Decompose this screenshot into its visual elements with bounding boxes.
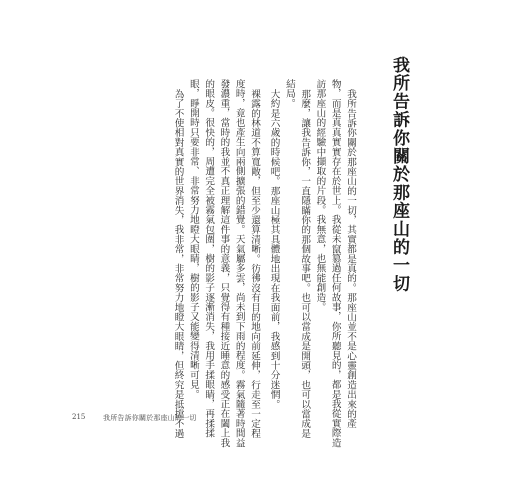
body-text <box>167 79 356 448</box>
text-line: 眼，睜開時只要非常、非常努力地瞪大眼睛，樹的影子又能變得清晰可見。 <box>187 79 199 400</box>
text-line: 度時，竟也產生向兩側擴張的錯覺。天氣屬多雲，尚未到下雨的程度。霧氣隨著時間益 <box>233 79 245 448</box>
page-number: 215 <box>72 413 86 421</box>
text-line: 為了不使相對真實的世界消失，我非常，非常努力地瞪大眼睛，但終究是抵擋不過 <box>172 88 184 438</box>
text-line: 發濃重，當時的我並不真正理解這件事的意義，只覺得有種接近睡意的感受正在闔上我 <box>218 79 230 448</box>
chapter-title: 我所告訴你關於那座山的一切 <box>389 56 409 293</box>
text-line: 大約是六歲的時候吧。那座山極其具體地出現在我面前，我感到十分迷惘。 <box>268 88 280 409</box>
text-line: 我所告訴你關於那座山的一切，其實都是真的。那座山並不是心靈創造出來的產 <box>345 88 356 429</box>
text-line: 物，而是真真實實存在於世上。我從未竄篡過任何故事，你所聽見的，都是我從實際造 <box>329 79 341 448</box>
text-line: 裸露的林道不算寬敞，但至少還算清晰。彷彿沒有目的地向前延伸，行走至一定程 <box>249 88 260 438</box>
text-line: 那麼，讓我告訴你，一直隱瞞你的那個故事吧。也可以當成是開頭，也可以當成是 <box>299 88 311 438</box>
text-line: 訪那座山的經驗中擷取的片段。我無意，也無能創造。 <box>314 79 326 312</box>
text-line: 結局。 <box>283 79 295 109</box>
running-head: 我所告訴你關於那座山的一切 <box>103 414 197 422</box>
text-line: 的眼皮。很快的，周遭完全被霧氣包圍，樹的影子逐漸消失，我用手揉眼睛，再揉揉 <box>203 79 215 438</box>
